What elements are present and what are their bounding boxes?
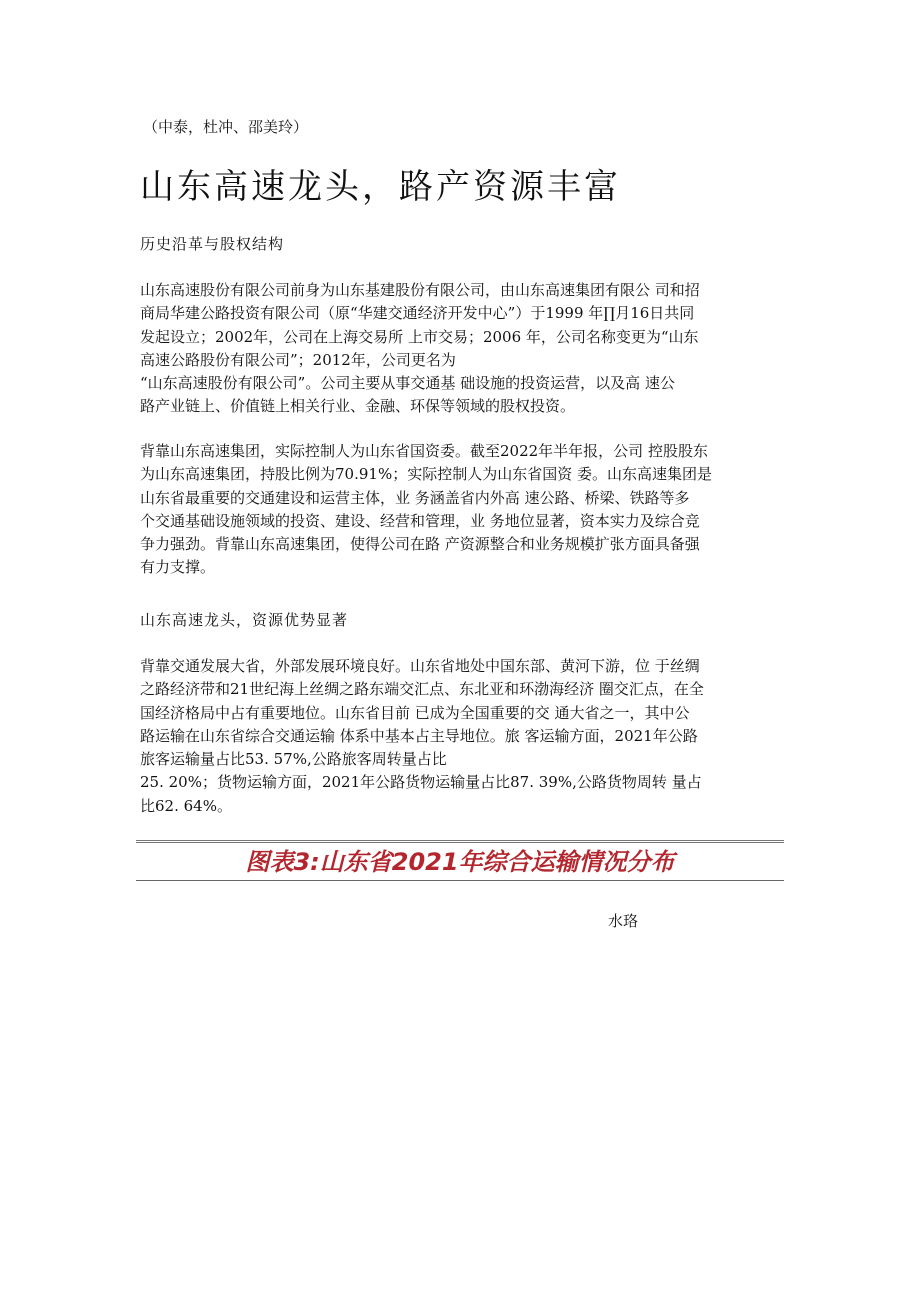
text-line: 商局华建公路投资有限公司（原“华建交通经济开发中心”）于1999 年∏月16日共同 [140, 304, 695, 323]
text-line: 比62. 64%。 [140, 796, 232, 815]
author-byline: （中泰，杜冲、邵美玲） [143, 118, 309, 136]
figure-caption: 图表3:山东省2021年综合运输情况分布 [245, 848, 675, 876]
page-title: 山东高速龙头，路产资源丰富 [140, 167, 621, 207]
text-line: 路运输在山东省综合交通运输 体系中基本占主导地位。旅 客运输方面，2021年公路 [140, 726, 698, 745]
section-heading-advantages: 山东高速龙头，资源优势显著 [140, 611, 349, 629]
text-line: 为山东高速集团，持股比例为70.91%；实际控制人为山东省国资 委。山东高速集团是 [140, 465, 712, 484]
text-line: 背靠山东高速集团，实际控制人为山东省国资委。截至2022年半年报，公司 控股股东 [140, 442, 708, 460]
section-heading-history: 历史沿革与股权结构 [140, 235, 285, 253]
paragraph-regional-advantage [140, 655, 780, 818]
figure-top-rule [136, 840, 784, 843]
text-line: 发起设立；2002年，公司在上海交易所 上市交易；2006 年，公司名称变更为“山东 [140, 327, 699, 346]
text-line: 有力支撑。 [140, 558, 216, 577]
text-line: 路产业链上、价值链上相关行业、金融、环保等领域的股权投资。 [140, 397, 576, 416]
text-line: 25. 20%；货物运输方面，2021年公路货物运输量占比87. 39%,公路货物周转 量占 [140, 773, 702, 792]
text-line: 之路经济带和21世纪海上丝绸之路东端交汇点、东北亚和环渤海经济 圈交汇点，在全 [140, 680, 704, 699]
text-line: 争力强劲。背靠山东高速集团，使得公司在路 产资源整合和业务规模扩张方面具备强 [140, 535, 700, 554]
text-line: “山东高速股份有限公司”。公司主要从事交通基 础设施的投资运营，以及高 速公 [140, 374, 675, 393]
figure-source-note: 水珞 [608, 912, 639, 930]
text-line: 山东省最重要的交通建设和运营主体，业 务涵盖省内外高 速公路、桥梁、铁路等多 [140, 488, 690, 507]
paragraph-company-history [140, 279, 780, 419]
text-line: 背靠交通发展大省，外部发展环境良好。山东省地处中国东部、黄河下游，位 于丝绸 [140, 657, 700, 675]
figure-bottom-rule [136, 880, 784, 881]
text-line: 高速公路股份有限公司”；2012年，公司更名为 [140, 350, 456, 369]
text-line: 旅客运输量占比53. 57%,公路旅客周转量占比 [140, 750, 447, 769]
text-line: 个交通基础设施领域的投资、建设、经营和管理，业 务地位显著，资本实力及综合竞 [140, 511, 700, 530]
text-line: 国经济格局中占有重要地位。山东省目前 已成为全国重要的交 通大省之一，其中公 [140, 703, 690, 722]
text-line: 山东高速股份有限公司前身为山东基建股份有限公司，由山东高速集团有限公 司和招 [140, 281, 700, 299]
paragraph-shareholder-structure [140, 440, 780, 580]
